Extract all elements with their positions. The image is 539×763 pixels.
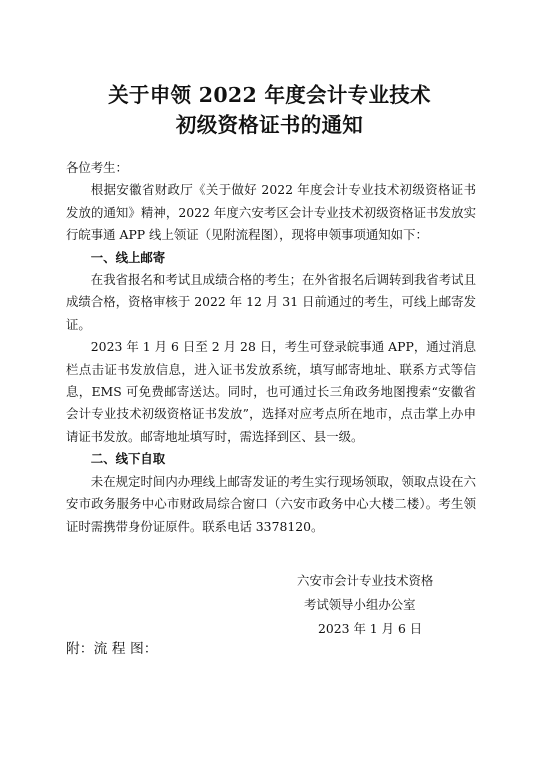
attachment-label: 附：流 程 图： [66, 641, 158, 657]
section-2-heading: 二、线下自取 [90, 451, 166, 467]
intro-paragraph: 根据安徽省财政厅《关于做好 2022 年度会计专业技术初级资格证书发放的通知》精神，2022 年度六安考区会计专业技术初级资格证书发放实行皖事通 APP 线上领证（见附流程图），现将申领事项通知如下： [66, 182, 476, 243]
signature-date: 2023 年 1 月 6 日 [318, 621, 423, 636]
salutation: 各位考生： [66, 160, 128, 175]
signature-organization-line-2: 考试领导小组办公室 [304, 597, 416, 612]
document-title-line-2: 初级资格证书的通知 [175, 113, 364, 137]
section-1-paragraph-1: 在我省报名和考试且成绩合格的考生；在外省报名后调转到我省考试且成绩合格，资格审核于 2022 年 12 月 31 日前通过的考生，可线上邮寄发证。 [66, 272, 476, 332]
document-title-line-1: 关于申领 2022 年度会计专业技术 [108, 83, 431, 107]
signature-organization-line-1: 六安市会计专业技术资格 [297, 573, 434, 588]
document-body [66, 157, 476, 538]
section-2-paragraph: 未在规定时间内办理线上邮寄发证的考生实行现场领取，领取点设在六安市政务服务中心市财政局综合窗口（六安市政务中心大楼二楼）。考生领证时需携带身份证原件。联系电话 3378120。 [66, 473, 476, 534]
section-1-heading: 一、线上邮寄 [90, 249, 166, 265]
section-1-paragraph-2: 2023 年 1 月 6 日至 2 月 28 日，考生可登录皖事通 APP，通过消息栏点击证书发放信息，进入证书发放系统，填写邮寄地址、联系方式等信息，EMS 可免费邮寄送达。同时，也可通过长三角政务地图搜索“安徽省会计专业技术初级资格证书发放”，选择对应考点所在地市，点击掌上办申请证书发放。邮寄地址填写时，需选择到区、县一级。 [66, 339, 476, 444]
